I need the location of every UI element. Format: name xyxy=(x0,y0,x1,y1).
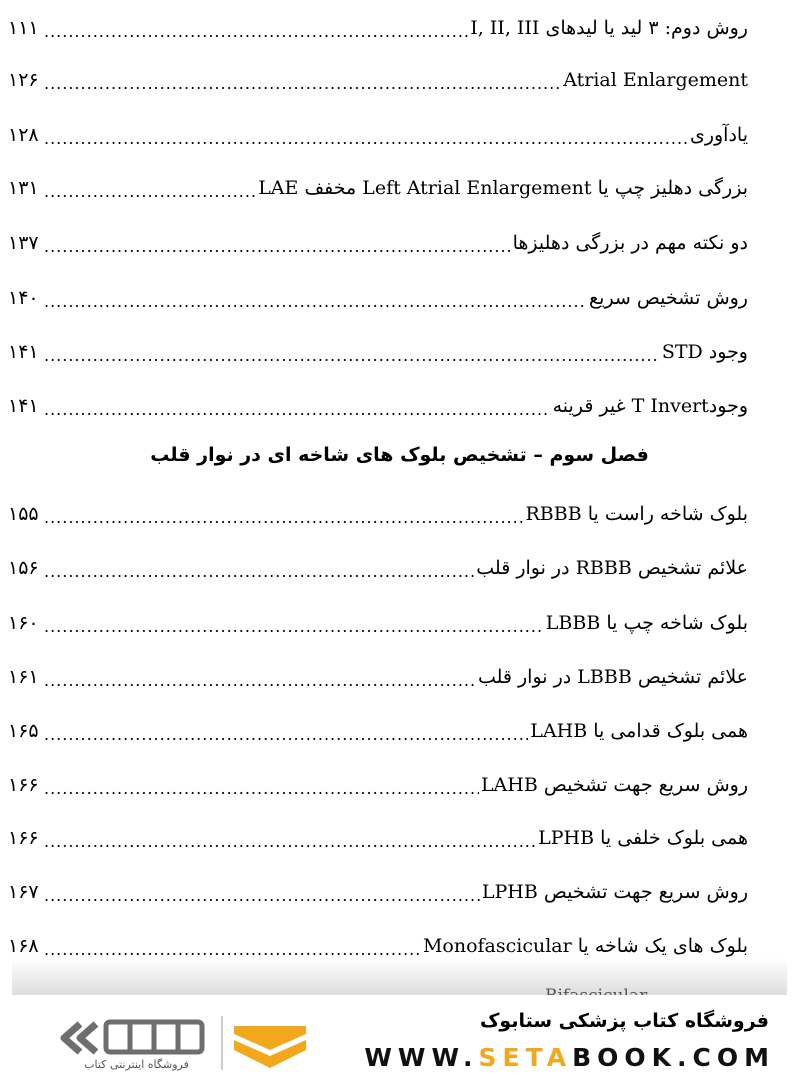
toc-row[interactable] xyxy=(8,765,748,805)
toc-row[interactable] xyxy=(8,818,748,858)
toc-title: وجودT Invert غیر قرینه xyxy=(552,395,748,417)
toc-title: علائم تشخیص RBBB در نوار قلب xyxy=(476,557,748,579)
toc-row[interactable] xyxy=(8,711,748,751)
toc-title: بلوک شاخه چپ یا LBBB xyxy=(545,612,748,634)
toc-title: روش سریع جهت تشخیص LPHB xyxy=(481,881,748,903)
toc-title: بزرگی دهلیز چپ یا Left Atrial Enlargement مخفف LAE xyxy=(258,177,748,199)
toc-page-number: ۱۶۶ xyxy=(8,827,39,849)
toc-leader-dots xyxy=(44,564,474,588)
toc-title: روش تشخیص سریع xyxy=(589,287,748,309)
toc-title: روش سریع جهت تشخیص LAHB xyxy=(480,774,748,796)
toc-row[interactable] xyxy=(8,494,748,534)
toc-row[interactable] xyxy=(8,223,748,263)
url-suffix: BOOK.COM xyxy=(572,1043,775,1072)
toc-leader-dots xyxy=(44,510,523,534)
logo-tagline: فروشگاه اینترنتی کتاب xyxy=(84,1058,189,1071)
chapter-heading: فصل سوم – تشخیص بلوک های شاخه ای در نوار قلب xyxy=(150,444,649,466)
toc-leader-dots xyxy=(44,294,587,318)
toc-title: علائم تشخیص LBBB در نوار قلب xyxy=(477,666,748,688)
toc-page-number: ۱۲۶ xyxy=(8,69,39,91)
toc-page-number: ۱۶۱ xyxy=(8,666,39,688)
toc-page-number: ۱۶۶ xyxy=(8,774,39,796)
toc-page-number: ۱۶۵ xyxy=(8,720,39,742)
toc-page-number: ۱۱۱ xyxy=(8,17,39,39)
toc-title: Atrial Enlargement xyxy=(563,69,748,91)
toc-leader-dots xyxy=(44,184,256,208)
toc-page-number: ۱۶۷ xyxy=(8,881,39,903)
toc-page-number: ۱۳۱ xyxy=(8,177,39,199)
toc-row[interactable] xyxy=(8,115,748,155)
website-url[interactable] xyxy=(364,1043,775,1072)
toc-title: یادآوری xyxy=(689,124,748,146)
toc-leader-dots xyxy=(44,239,511,263)
toc-row[interactable] xyxy=(8,8,748,48)
toc-row[interactable] xyxy=(8,278,748,318)
toc-leader-dots xyxy=(44,619,544,643)
toc-page-number: ۱۳۷ xyxy=(8,232,39,254)
toc-leader-dots xyxy=(44,727,528,751)
toc-title: همی بلوک قدامی یا LAHB xyxy=(530,720,748,742)
toc-row[interactable] xyxy=(8,657,748,697)
toc-page-number: ۱۶۸ xyxy=(8,935,39,957)
toc-title: دو نکته مهم در بزرگی دهلیزها xyxy=(512,232,748,254)
toc-leader-dots xyxy=(44,402,551,426)
toc-page-number: ۱۲۸ xyxy=(8,124,39,146)
toc-leader-dots xyxy=(44,673,476,697)
toc-page-number: ۱۶۰ xyxy=(8,612,39,634)
toc-row[interactable] xyxy=(8,872,748,912)
toc-leader-dots xyxy=(44,888,480,912)
toc-leader-dots xyxy=(44,781,479,805)
toc-leader-dots xyxy=(44,131,688,155)
toc-page-number: ۱۴۱ xyxy=(8,395,39,417)
toc-leader-dots xyxy=(44,348,660,372)
toc-leader-dots xyxy=(44,24,468,48)
shop-name: فروشگاه کتاب پزشکی ستابوک xyxy=(479,1010,769,1032)
toc-page-number: ۱۴۱ xyxy=(8,341,39,363)
toc-title: بلوک شاخه راست یا RBBB xyxy=(525,503,748,525)
toc-page-number: ۱۴۰ xyxy=(8,287,39,309)
toc-row[interactable] xyxy=(8,386,748,426)
url-prefix: WWW. xyxy=(364,1043,479,1072)
toc-page-number: ۱۵۵ xyxy=(8,503,39,525)
toc-page-number: ۱۵۶ xyxy=(8,557,39,579)
toc-title: روش دوم: ۳ لید یا لیدهای I, II, III xyxy=(470,17,748,39)
toc-leader-dots xyxy=(44,834,536,858)
toc-row[interactable] xyxy=(8,332,748,372)
toc-title: همی بلوک خلفی یا LPHB xyxy=(538,827,748,849)
toc-row[interactable] xyxy=(8,548,748,588)
toc-title: وجود STD xyxy=(661,341,748,363)
toc-title: بلوک های یک شاخه یا Monofascicular xyxy=(422,935,748,957)
toc-row[interactable] xyxy=(8,168,748,208)
toc-row[interactable] xyxy=(8,60,748,100)
toc-row[interactable] xyxy=(8,603,748,643)
toc-leader-dots xyxy=(44,76,561,100)
url-accent: SETA xyxy=(478,1043,573,1072)
